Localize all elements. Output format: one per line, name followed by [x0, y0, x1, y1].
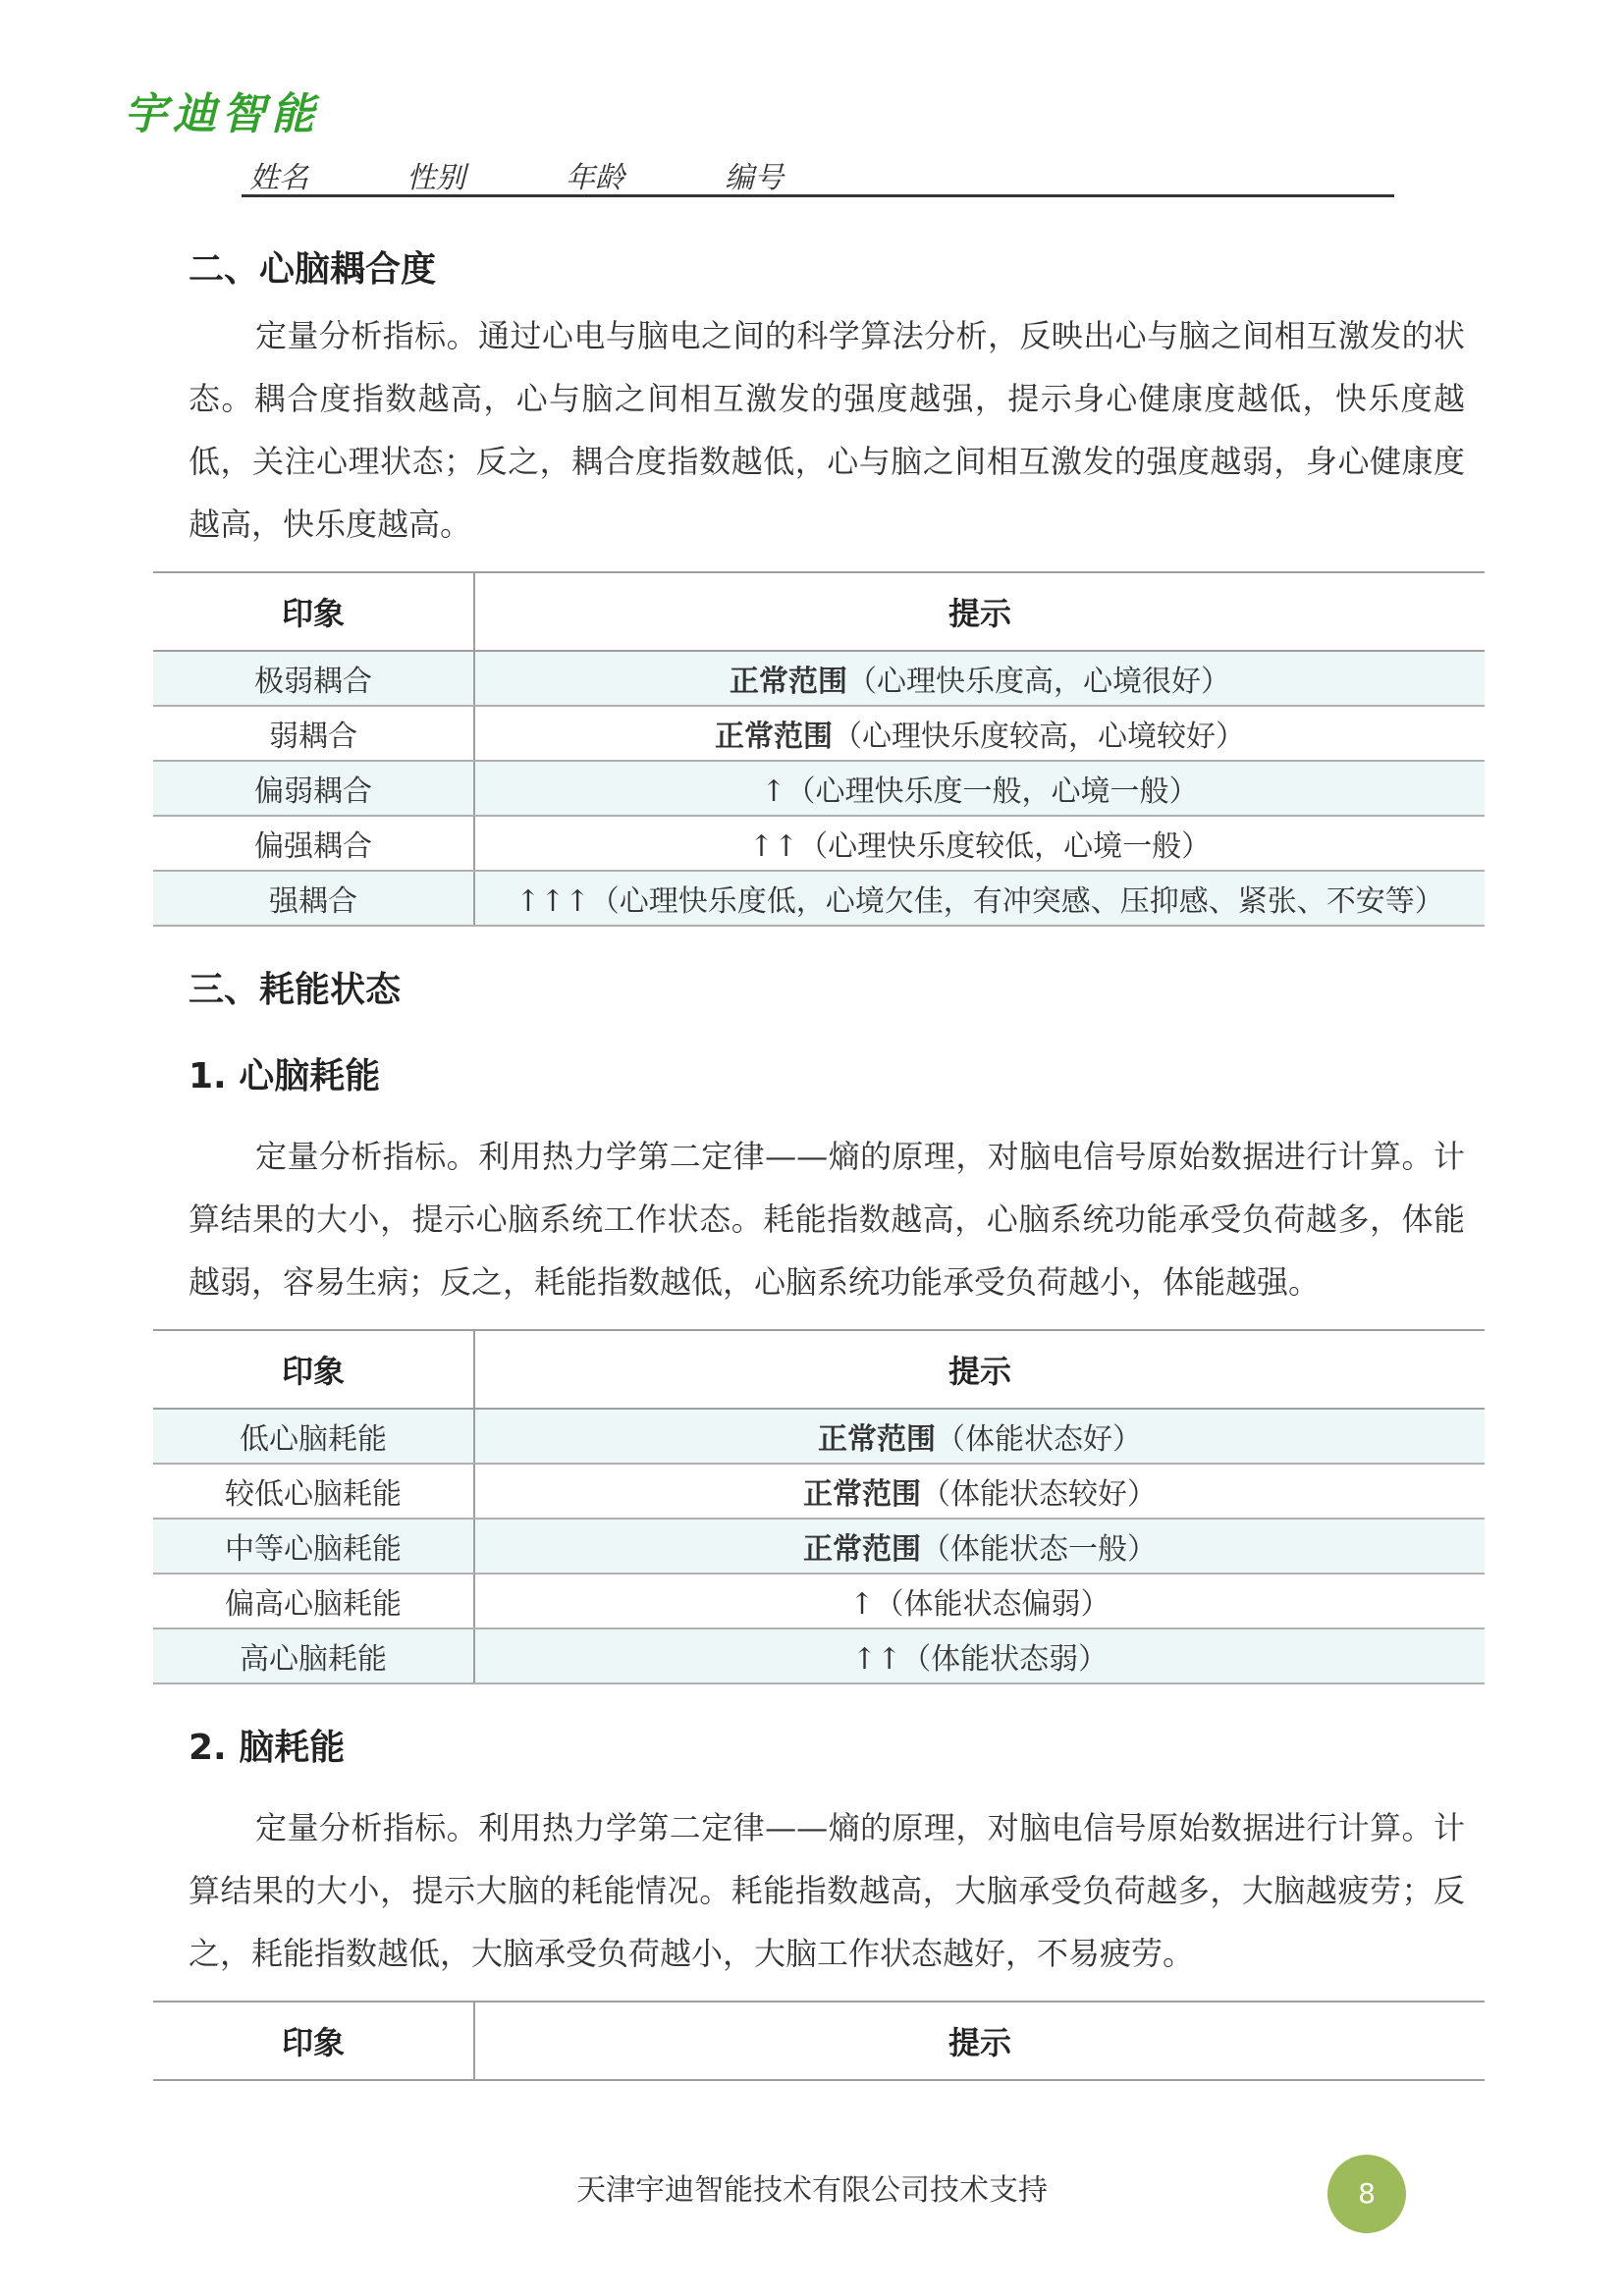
table-header-hint: 提示 [947, 2024, 1011, 2061]
impression-cell: 极弱耦合 [153, 651, 474, 706]
brain-energy-table [153, 2001, 1485, 2081]
subsection-title-heart-brain: 1. 心脑耗能 [189, 1056, 381, 1096]
id-field-label: 编号 [725, 161, 784, 195]
hint-cell: ↑↑↑（心理快乐度低，心境欠佳，有冲突感、压抑感、紧张、不安等） [474, 871, 1485, 926]
age-field-label: 年龄 [566, 161, 624, 195]
name-field-label: 姓名 [249, 161, 308, 195]
impression-cell: 强耦合 [153, 871, 474, 926]
hint-cell: 正常范围（心理快乐度较高，心境较好） [474, 706, 1485, 761]
table-row [153, 1409, 1485, 1464]
brain-energy-description: 定量分析指标。利用热力学第二定律——熵的原理，对脑电信号原始数据进行计算。计算结果的大小，提示大脑的耗能情况。耗能指数越高，大脑承受负荷越多，大脑越疲劳；反之，耗能指数越低，大脑承受负荷越小，大脑工作状态越好，不易疲劳。 [189, 1809, 1465, 1972]
impression-cell: 弱耦合 [153, 706, 474, 761]
hint-cell: 正常范围（体能状态好） [474, 1409, 1485, 1464]
section-title-coupling: 二、心脑耦合度 [189, 249, 437, 290]
table-row [153, 706, 1485, 761]
heart-brain-description: 定量分析指标。利用热力学第二定律——熵的原理，对脑电信号原始数据进行计算。计算结果的大小，提示心脑系统工作状态。耗能指数越高，心脑系统功能承受负荷越多，体能越弱，容易生病；反之，耗能指数越低，心脑系统功能承受负荷越小，体能越强。 [189, 1138, 1465, 1301]
table-row [153, 1464, 1485, 1519]
hint-cell: 正常范围（体能状态较好） [474, 1464, 1485, 1519]
coupling-description: 定量分析指标。通过心电与脑电之间的科学算法分析，反映出心与脑之间相互激发的状态。耦合度指数越高，心与脑之间相互激发的强度越强，提示身心健康度越低，快乐度越低，关注心理状态；反之，耦合度指数越低，心与脑之间相互激发的强度越弱，身心健康度越高，快乐度越高。 [189, 317, 1465, 543]
table-row [153, 1629, 1485, 1683]
hint-cell: ↑↑（体能状态弱） [474, 1629, 1485, 1683]
table-header-hint: 提示 [947, 595, 1011, 632]
impression-cell: 中等心脑耗能 [153, 1519, 474, 1574]
section-title-energy: 三、耗能状态 [189, 970, 402, 1010]
table-header-hint: 提示 [947, 1353, 1011, 1390]
patient-info-line [242, 149, 1394, 197]
impression-cell: 偏高心脑耗能 [153, 1574, 474, 1629]
table-row [153, 651, 1485, 706]
impression-cell: 偏弱耦合 [153, 761, 474, 816]
impression-cell: 偏强耦合 [153, 816, 474, 871]
coupling-table [153, 571, 1485, 927]
impression-cell: 较低心脑耗能 [153, 1464, 474, 1519]
impression-cell: 低心脑耗能 [153, 1409, 474, 1464]
table-row [153, 871, 1485, 926]
impression-cell: 高心脑耗能 [153, 1629, 474, 1683]
hint-cell: 正常范围（体能状态一般） [474, 1519, 1485, 1574]
table-row [153, 1519, 1485, 1574]
heart-brain-energy-table [153, 1329, 1485, 1684]
gender-field-label: 性别 [406, 161, 465, 195]
subsection-title-brain: 2. 脑耗能 [189, 1728, 346, 1768]
table-row [153, 761, 1485, 816]
hint-cell: ↑（心理快乐度一般，心境一般） [474, 761, 1485, 816]
page-number: 8 [1327, 2155, 1406, 2233]
hint-cell: ↑↑（心理快乐度较低，心境一般） [474, 816, 1485, 871]
table-header-impression: 印象 [153, 2002, 474, 2080]
company-logo: 宇迪智能 [124, 89, 320, 139]
hint-cell: 正常范围（心理快乐度高，心境很好） [474, 651, 1485, 706]
table-header-impression: 印象 [153, 572, 474, 651]
table-row [153, 816, 1485, 871]
table-row [153, 1574, 1485, 1629]
table-header-impression: 印象 [153, 1330, 474, 1409]
hint-cell: ↑（体能状态偏弱） [474, 1574, 1485, 1629]
footer-company-support: 天津宇迪智能技术有限公司技术支持 [576, 2173, 1048, 2208]
